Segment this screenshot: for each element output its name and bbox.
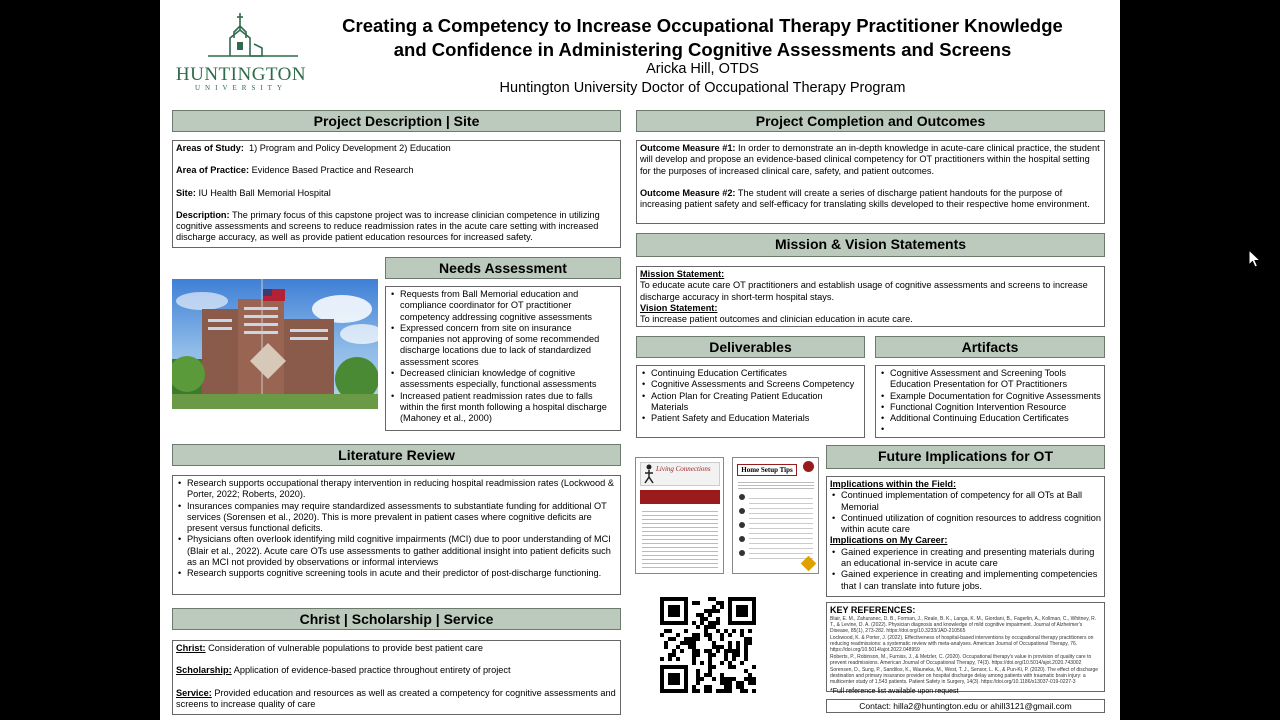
church-steeple-icon	[168, 8, 314, 60]
needs-item: • Decreased clinician knowledge of cognitive assessments especially, functional assessments	[389, 368, 617, 391]
artifacts-heading: Artifacts	[875, 336, 1105, 358]
study-value: 1) Program and Policy Development 2) Education	[249, 143, 451, 153]
field-label: Implications within the Field:	[830, 479, 957, 489]
career-item: • Gained experience in creating and presenting materials during an educational in-service in acute care	[830, 547, 1101, 570]
artifacts-item: • Cognitive Assessment and Screening Tools Education Presentation for OT Practitioners	[879, 368, 1101, 391]
needs-box	[385, 286, 621, 431]
handout-left-title: Living Connections	[656, 465, 711, 473]
om2-value: The student will create a series of discharge patient handouts for the purpose of increasing patient safety and self-efficacy for translating skills developed to their respective home environment.	[640, 187, 1090, 210]
needs-item: • Increased patient readmission rates due to falls within the first month following a hospital discharge (Mahoney et al., 2000)	[389, 391, 617, 425]
project-box	[172, 140, 621, 248]
service-label: Service:	[176, 687, 212, 698]
om1-label: Outcome Measure #1:	[640, 143, 736, 153]
practice-label: Area of Practice:	[176, 165, 250, 176]
references-heading: KEY REFERENCES:	[830, 605, 916, 615]
christ-box	[172, 640, 621, 715]
references-box	[826, 602, 1105, 695]
om1-value: In order to demonstrate an in-depth knowledge in acute-care clinical practice, the student will develop and propose an evidence-based clinical competency for OT practitioners within the hospital setting for the purposes of increased clinical care, safety, and patient outcomes.	[640, 143, 1100, 176]
logo-name: HUNTINGTON	[175, 64, 307, 85]
qr-code	[660, 583, 756, 708]
om2-label: Outcome Measure #2:	[640, 187, 736, 198]
desc-label: Description:	[176, 209, 230, 220]
handout-right-title: Home Setup Tips	[737, 464, 797, 476]
title-line-2: and Confidence in Administering Cognitive Assessments and Screens	[393, 39, 1012, 60]
deliverables-item: • Continuing Education Certificates	[640, 368, 861, 379]
handout-home-setup-tips	[732, 457, 819, 574]
contact-text[interactable]: Contact: hilla2@huntington.edu or ahill3121@gmail.com	[859, 701, 1072, 711]
scholarship-label: Scholarship:	[176, 665, 232, 676]
logo-sub: UNIVERSITY	[195, 84, 287, 92]
study-label: Areas of Study:	[176, 143, 244, 153]
contact-box	[826, 699, 1105, 713]
hospital-photo	[172, 279, 378, 409]
mouse-pointer-icon	[1248, 249, 1262, 269]
needs-heading: Needs Assessment	[385, 257, 621, 279]
qr-code-graphic	[660, 583, 756, 708]
career-label: Implications on My Career:	[830, 535, 948, 546]
christ-value: Consideration of vulnerable populations to provide best patient care	[208, 643, 483, 653]
field-item: • Continued implementation of competency for all OTs at Ball Memorial	[830, 490, 1101, 513]
artifacts-item: • Example Documentation for Cognitive Assessments	[879, 391, 1101, 402]
deliverables-item: • Patient Safety and Education Materials	[640, 413, 861, 424]
field-item: • Continued utilization of cognition resources to address cognition within acute care	[830, 513, 1101, 536]
deliverables-heading: Deliverables	[636, 336, 865, 358]
deliverables-item: • Cognitive Assessments and Screens Competency	[640, 379, 861, 390]
vision-label: Vision Statement:	[640, 302, 718, 313]
needs-item: • Requests from Ball Memorial education and compliance coordinator for OT practitioner competency addressing cognitive assessments	[389, 289, 617, 323]
references-note: *Full reference list available upon request	[830, 688, 959, 695]
future-heading: Future Implications for OT	[826, 445, 1105, 469]
reference-item: Lockwood, K. & Porter, J. (2022). Effectiveness of hospital-based interventions by occupational therapy practitioners on reducing readmissions: a systematic review with meta-analyses. American Journal of Occupational Therapy, 76. https://doi.org/10.5014/ajot.2022.048959	[830, 635, 1094, 653]
completion-box	[636, 140, 1105, 224]
artifacts-box	[875, 365, 1105, 438]
service-value: Provided education and resources as well as created a competency for cognitive assessments and screens to increase quality of care	[176, 687, 616, 709]
deliverables-box	[636, 365, 865, 438]
literature-item: • Physicians often overlook identifying mild cognitive impairments (MCI) due to poor understanding of MCI (Blair et al., 2022). Acute care OTs use assessments to gather additional insight into patient deficits such as an MCI not provided by observations or informal interviews	[176, 534, 617, 568]
mission-box	[636, 266, 1105, 327]
practice-value: Evidence Based Practice and Research	[251, 165, 414, 176]
scholarship-value: Application of evidence-based practice throughout entirety of project	[233, 665, 511, 676]
project-heading: Project Description | Site	[172, 110, 621, 132]
completion-heading: Project Completion and Outcomes	[636, 110, 1105, 132]
literature-item: • Research supports occupational therapy intervention in reducing hospital readmission rates (Lockwood & Porter, 2022; Roberts, 2020).	[176, 478, 617, 501]
christ-label: Christ:	[176, 643, 206, 653]
needs-item: • Expressed concern from site on insurance companies not approving of some recommended discharge locations due to lack of standardized assessment scores	[389, 323, 617, 368]
title-line-1: Creating a Competency to Increase Occupational Therapy Practitioner Knowledge	[342, 15, 1063, 36]
university-logo	[168, 8, 314, 90]
mission-heading: Mission & Vision Statements	[636, 233, 1105, 257]
author: Aricka Hill, OTDS	[646, 61, 759, 77]
artifacts-item: • Functional Cognition Intervention Resource	[879, 402, 1101, 413]
literature-box	[172, 475, 621, 595]
literature-item: • Research supports cognitive screening tools in acute and their predictor of post-discharge functioning.	[176, 568, 617, 579]
literature-item: • Insurances companies may require standardized assessments to substantiate funding for additional OT services (Sorensen et al., 2020). This is more prevalent in patient cases where cognitive deficits are present versus functional deficits.	[176, 501, 617, 535]
mission-value: To educate acute care OT practitioners and establish usage of cognitive assessments and screens to increase discharge accuracy in short-term hospital stays.	[640, 280, 1088, 302]
artifacts-item: • Additional Continuing Education Certificates	[879, 413, 1101, 424]
reference-item: Roberts, P., Robinson, M., Furniss, J., & Metzler, C. (2020). Occupational therapy's value in provision of quality care to prevent readmissions. American Journal of Occupational Therapy, 74(3). https://doi.org/10.5014/ajot.2020.743002	[830, 654, 1092, 666]
deliverables-item: • Action Plan for Creating Patient Education Materials	[640, 391, 861, 414]
site-label: Site:	[176, 187, 196, 198]
future-box	[826, 476, 1105, 597]
mission-label: Mission Statement:	[640, 269, 725, 279]
poster-title	[300, 14, 1105, 62]
handout-living-connections	[635, 457, 724, 574]
poster	[160, 0, 1120, 720]
reference-item: Blair, E. M., Zahuranec, D. B., Forman, J., Reale, B. K., Langa, K. M., Giordani, B., Fagerlin, A., Kollman, C., Whitney, R. T., & Levine, D. A. (2022). Physician diagnosis and knowledge of mild cognitive impairment. Journal of Alzheimer's Disease, 85(1), 273-282. https://doi.org/10.3233/JAD-210565	[830, 616, 1097, 634]
program: Huntington University Doctor of Occupational Therapy Program	[499, 80, 906, 96]
site-value: IU Health Ball Memorial Hospital	[198, 187, 331, 198]
career-item: • Gained experience in creating and implementing competencies that I can translate into future jobs.	[830, 569, 1101, 592]
christ-heading: Christ | Scholarship | Service	[172, 608, 621, 630]
vision-value: To increase patient outcomes and clinician education in acute care.	[640, 314, 913, 325]
desc-value: The primary focus of this capstone project was to increase clinician competence in utilizing cognitive assessments and screens to reduce readmission rates in the acute care setting with increased discharge accuracy, as well as provide patient education resources for increased safety.	[176, 209, 600, 243]
literature-heading: Literature Review	[172, 444, 621, 466]
reference-item: Sorensen, D., Sung, P., Sandilos, K., Wauneka, M., West, T. J., Sensor, L. K., & Pun-Ki, P. (2020). The effect of discharge destination and primary insurance provider on hospital discharge delay among patients with traumatic brain injury: a multicenter study of 1,543 patients. Patient Safety in Surgery, 14(3). https://doi.org/10.1186/s13037-019-0227-3	[830, 667, 1099, 685]
